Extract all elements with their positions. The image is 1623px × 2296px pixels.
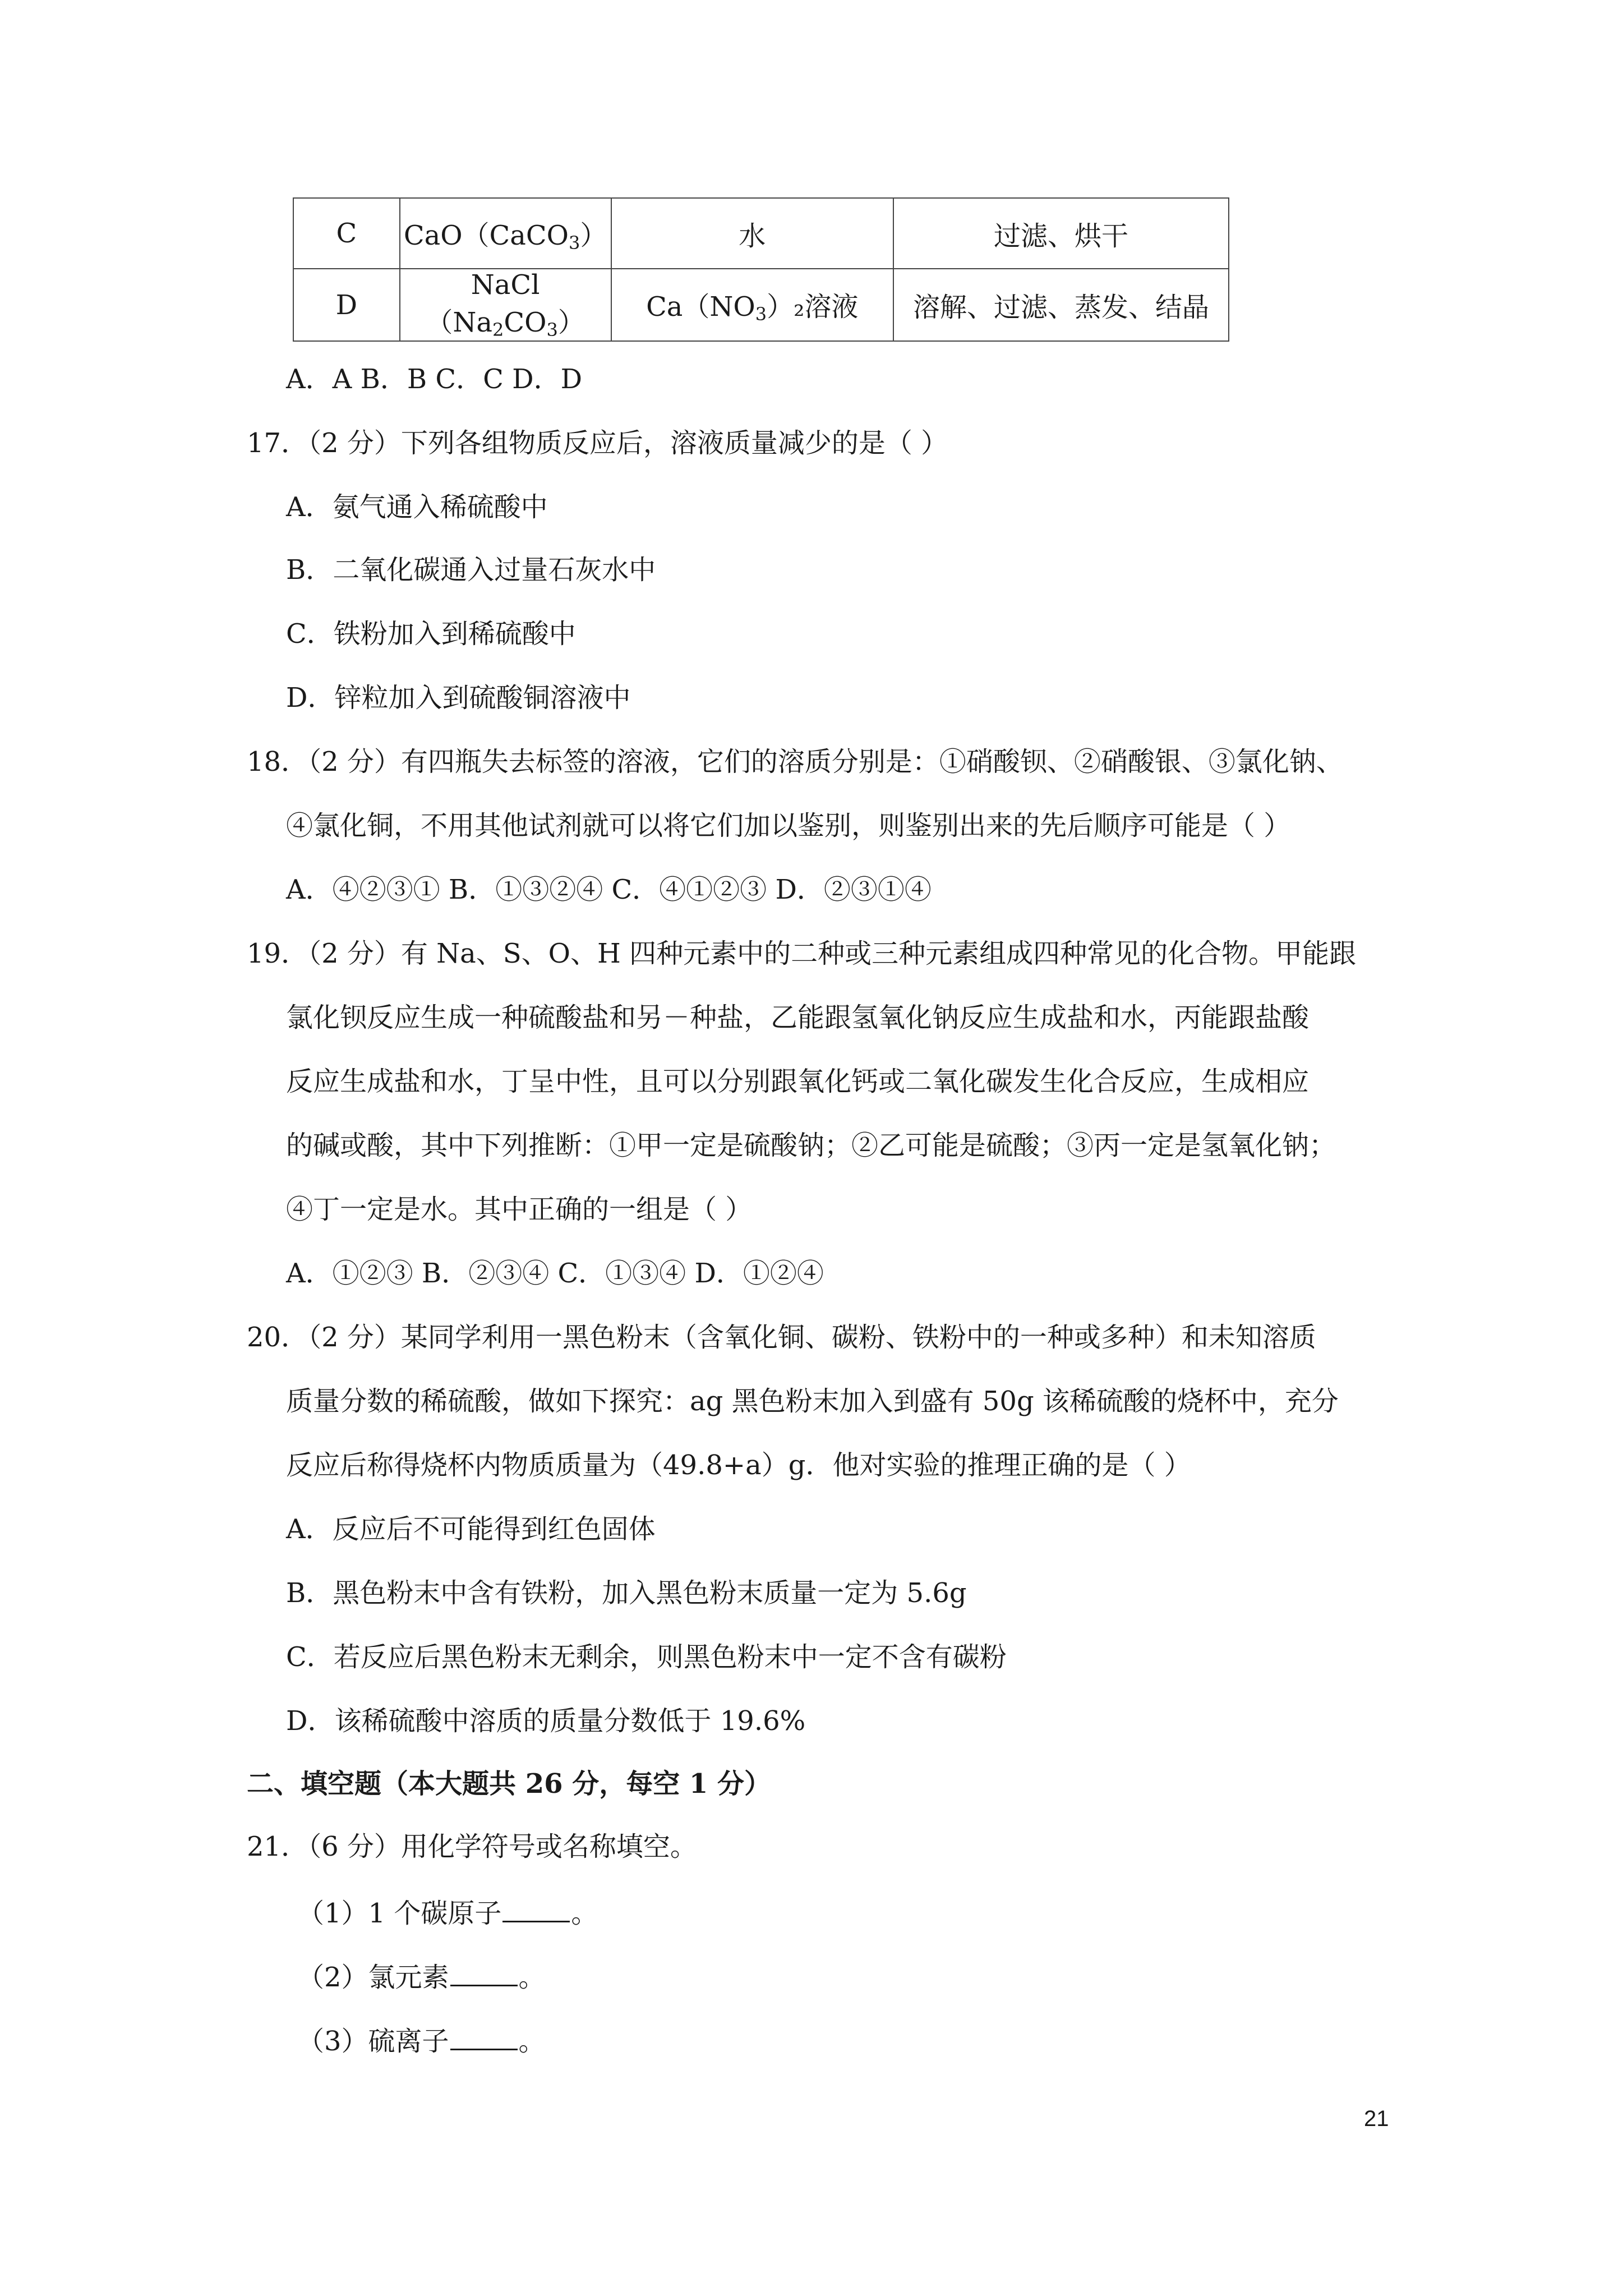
q18-stem-line1: 18．（2 分）有四瓶失去标签的溶液，它们的溶质分别是：①硝酸钡、②硝酸银、③氯化钠、 [247, 746, 1343, 777]
q20-option-b: B．黑色粉末中含有铁粉，加入黑色粉末质量一定为 5.6g [286, 1577, 967, 1609]
q18-choices: A．④②③① B．①③②④ C．④①②③ D．②③①④ [286, 874, 932, 905]
q19-stem-line2: 氯化钡反应生成一种硫酸盐和另－种盐，乙能跟氢氧化钠反应生成盐和水，丙能跟盐酸 [286, 1002, 1310, 1033]
option-cell: D [293, 269, 400, 341]
q20-option-a: A．反应后不可能得到红色固体 [286, 1513, 656, 1545]
table-row [293, 269, 1229, 341]
answer-blank[interactable] [502, 1894, 570, 1922]
q17-option-a: A．氨气通入稀硫酸中 [286, 491, 548, 523]
q19-stem-line4: 的碱或酸，其中下列推断：①甲一定是硫酸钠；②乙可能是硫酸；③丙一定是氢氧化钠； [286, 1130, 1336, 1161]
q18-stem-line2: ④氯化铜，不用其他试剂就可以将它们加以鉴别，则鉴别出来的先后顺序可能是（ ） [286, 810, 1291, 841]
purification-table [293, 197, 1229, 342]
q19-choices: A．①②③ B．②③④ C．①③④ D．①②④ [286, 1258, 824, 1289]
reagent-cell: $Ca(NO_3)_2$溶液 [611, 269, 893, 341]
q17-option-b: B．二氧化碳通入过量石灰水中 [286, 554, 656, 586]
reagent-cell: 水 [611, 198, 893, 269]
answer-blank[interactable] [450, 2022, 518, 2050]
answer-blank[interactable] [450, 1958, 518, 1986]
q20-option-c: C．若反应后黑色粉末无剩余，则黑色粉末中一定不含有碳粉 [286, 1641, 1007, 1673]
q20-stem-line3: 反应后称得烧杯内物质质量为（49.8+a）g．他对实验的推理正确的是（ ） [286, 1450, 1191, 1481]
method-cell: 过滤、烘干 [893, 198, 1229, 269]
q17-option-d: D．锌粒加入到硫酸铜溶液中 [286, 682, 631, 714]
q20-stem-line2: 质量分数的稀硫酸，做如下探究：ag 黑色粉末加入到盛有 50g 该稀硫酸的烧杯中，充分 [286, 1386, 1339, 1417]
q19-stem-line1: 19．（2 分）有 Na、S、O、H 四种元素中的二种或三种元素组成四种常见的化合物。甲能跟 [247, 938, 1357, 969]
method-cell: 溶解、过滤、蒸发、结晶 [893, 269, 1229, 341]
q20-option-d: D．该稀硫酸中溶质的质量分数低于 19.6% [286, 1705, 806, 1737]
q19-stem-line5: ④丁一定是水。其中正确的一组是（ ） [286, 1194, 753, 1225]
section-heading: 二、填空题（本大题共 26 分，每空 1 分） [247, 1768, 772, 1800]
substance-cell: $NaCl(Na_2CO_3)$ [400, 269, 611, 341]
q17-stem: 17．（2 分）下列各组物质反应后，溶液质量减少的是（ ） [247, 427, 948, 459]
option-cell: C [293, 198, 400, 269]
q21-sub2: （2）氯元素 。 [297, 1958, 546, 1994]
q20-stem-line1: 20．（2 分）某同学利用一黑色粉末（含氧化铜、碳粉、铁粉中的一种或多种）和未知溶质 [247, 1322, 1316, 1353]
page-number: 21 [1364, 2106, 1389, 2131]
q21-sub3: （3）硫离子 。 [297, 2022, 546, 2058]
q16-choices: A．A B．B C．C D．D [286, 364, 583, 395]
substance-cell: CaO（CaCO$_3$） [400, 198, 611, 269]
q17-option-c: C．铁粉加入到稀硫酸中 [286, 618, 576, 650]
q21-sub1: （1）1 个碳原子 。 [297, 1894, 598, 1930]
table-row [293, 198, 1229, 269]
q21-stem: 21．（6 分）用化学符号或名称填空。 [247, 1831, 697, 1862]
q19-stem-line3: 反应生成盐和水，丁呈中性，且可以分别跟氧化钙或二氧化碳发生化合反应，生成相应 [286, 1066, 1310, 1097]
